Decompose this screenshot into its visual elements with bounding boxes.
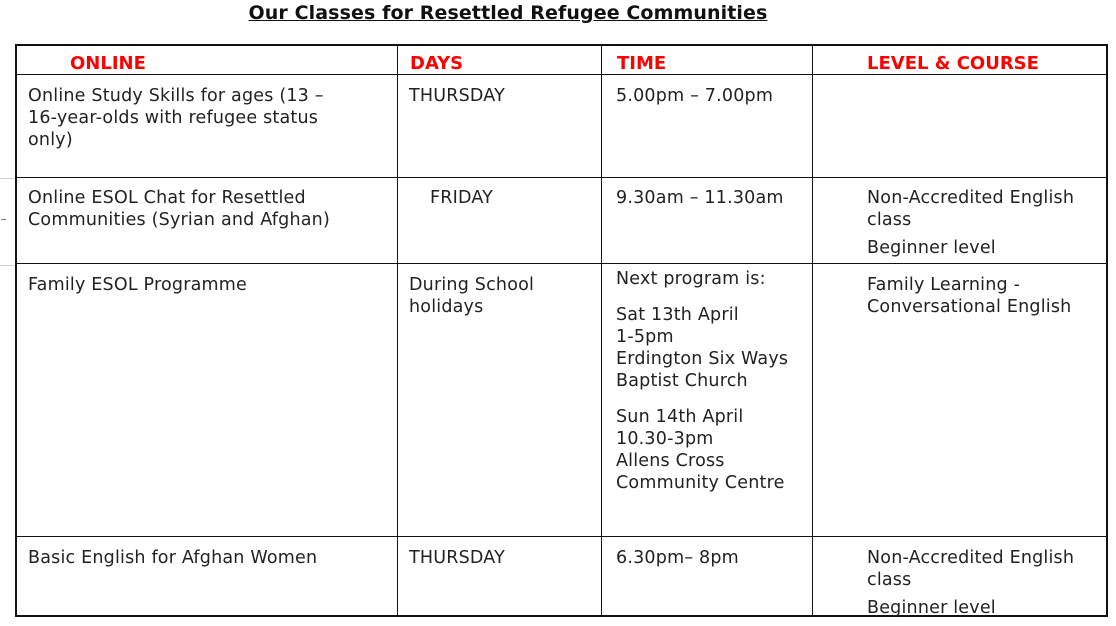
level-cell: Family Learning - Conversational English (867, 275, 1072, 317)
header-level: LEVEL & COURSE (867, 53, 1039, 74)
left-edge-marker (0, 178, 14, 266)
column-divider (397, 46, 398, 615)
row-divider (17, 177, 1106, 178)
days-cell: FRIDAY (430, 188, 494, 208)
level-cell: Non-Accredited English class Beginner level (867, 188, 1075, 258)
header-online: ONLINE (70, 53, 146, 74)
header-time: TIME (617, 53, 667, 74)
days-cell: THURSDAY (409, 548, 505, 568)
left-edge-dash (1, 219, 6, 220)
time-cell: Next program is: Sat 13th April 1-5pm Erdington Six Ways Baptist Church Sun 14th April 10.30-3pm Allens Cross Community Centre (616, 269, 789, 493)
course-cell: Online ESOL Chat for Resettled Communities (Syrian and Afghan) (28, 188, 330, 230)
page-title: Our Classes for Resettled Refugee Communities (248, 2, 768, 24)
header-divider (17, 74, 1106, 75)
column-divider (601, 46, 602, 615)
row-divider (17, 536, 1106, 537)
time-cell: 9.30am – 11.30am (616, 188, 784, 208)
header-days: DAYS (410, 53, 464, 74)
course-cell: Basic English for Afghan Women (28, 548, 318, 568)
row-divider (17, 263, 1106, 264)
time-cell: 6.30pm– 8pm (616, 548, 739, 568)
level-cell: Non-Accredited English class Beginner level (867, 548, 1075, 618)
course-cell: Family ESOL Programme (28, 275, 247, 295)
days-cell: THURSDAY (409, 86, 505, 106)
column-divider (812, 46, 813, 615)
days-cell: During School holidays (409, 275, 535, 317)
time-cell: 5.00pm – 7.00pm (616, 86, 774, 106)
classes-table (15, 44, 1108, 617)
course-cell: Online Study Skills for ages (13 – 16-year-olds with refugee status only) (28, 86, 324, 150)
